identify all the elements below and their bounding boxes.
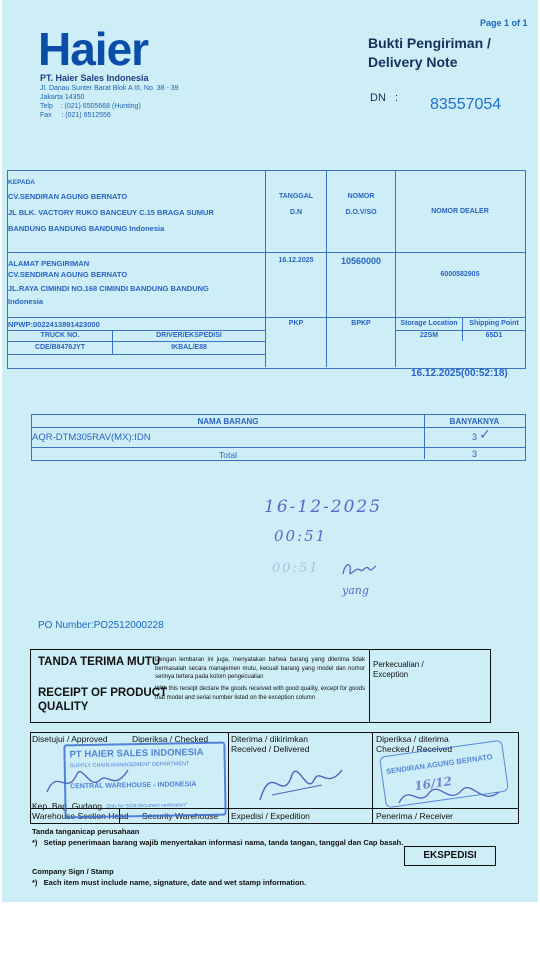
- approved-label: Disetujui / Approved: [32, 734, 108, 744]
- exception-label: Perkecualian / Exception: [373, 660, 424, 679]
- company-fax: Fax : (021) 6512556: [40, 112, 111, 119]
- footer-note-title: Tanda tanganicap perusahaan: [32, 827, 140, 836]
- approver-signature: [42, 762, 132, 807]
- ship-address: JL.RAYA CIMINDI NO.168 CIMINDI BANDUNG BANDUNG: [8, 284, 209, 293]
- received-label: Diperiksa / diterima Checked / Received: [376, 734, 453, 754]
- ship-country: Indonesia: [8, 297, 44, 306]
- kepada-label: KEPADA: [8, 179, 35, 186]
- driver-value: IKBAL/E88: [171, 344, 207, 351]
- delivery-note-paper: [2, 0, 538, 902]
- company-address2: Jakarta 14350: [40, 94, 85, 101]
- driver-label: DRIVER/EKSPEDISI: [156, 332, 222, 339]
- footer-sign-en: *) Each item must include name, signature, date and wet stamp information.: [32, 878, 307, 887]
- receipt-text-en: With this receipt declare the goods received with good quality, except for goods that model and serial number listed on the exception column: [155, 686, 366, 701]
- print-timestamp: 16.12.2025(00:52:18): [411, 368, 508, 379]
- penerima-label: Penerima / Receiver: [376, 811, 454, 821]
- document-title-en: Delivery Note: [368, 54, 458, 70]
- page-number: Page 1 of 1: [480, 18, 528, 28]
- alamat-label: ALAMAT PENGIRIMAN: [8, 259, 90, 268]
- receipt-text-id: Dengan lembaran ini juga, menyatakan bahwa barang yang diterima tidak bermasalah secara manajemen mutu, kecuali barang yang model dan nomor serinya tertera pada kolom pengecualian: [155, 657, 365, 680]
- tanggal-label: TANGGAL: [278, 193, 314, 200]
- nomor-sub: D.O.V/SO: [345, 209, 377, 216]
- document-title-id: Bukti Pengiriman /: [368, 35, 491, 51]
- ekspedisi-label: EKSPEDISI: [423, 850, 477, 861]
- dealer-label: NOMOR DEALER: [431, 208, 489, 215]
- receiver-stamp-line1: SENDIRAN AGUNG BERNATO: [385, 752, 494, 776]
- truck-value: CDE/B8476JYT: [34, 344, 86, 351]
- stamp-line2: SUPPLY CHAIN MANAGEMENT DEPARTMENT: [69, 761, 190, 770]
- dn-label: DN :: [370, 92, 399, 104]
- handwritten-name: yang: [342, 584, 369, 597]
- nomor-value: 10560000: [340, 256, 382, 266]
- items-total-value: 3: [472, 449, 478, 459]
- items-header-name: NAMA BARANG: [197, 417, 259, 426]
- company-address1: Jl. Danau Sunter Barat Blok A III, No. 38 - 39: [40, 85, 179, 92]
- delivered-label: Diterima / dikirimkan Received / Delivered: [231, 734, 310, 754]
- receiver-stamp-line2: 16/12: [413, 774, 453, 794]
- handwritten-signature: [340, 560, 376, 578]
- company-telp: Telp : (021) 6505668 (Hunting): [40, 103, 141, 110]
- handwritten-time-faint: 00:51: [272, 561, 320, 576]
- npwp: NPWP:0022413891423000: [8, 320, 100, 329]
- security-label: Security Warehouse: [142, 811, 219, 821]
- dn-number: 83557054: [430, 96, 502, 113]
- haier-logo: Haier: [38, 23, 149, 75]
- expedition-signature: [252, 755, 352, 815]
- footer-sign-title: Company Sign / Stamp: [32, 867, 114, 876]
- receipt-title-en2: QUALITY: [38, 701, 89, 713]
- storage-location-label: Storage Location: [400, 320, 458, 327]
- checked-label: Diperiksa / Checked: [132, 734, 209, 744]
- handwritten-time: 00:51: [274, 527, 328, 545]
- storage-location-value: 22SM: [419, 332, 439, 339]
- ekspedisi-box: [404, 846, 496, 866]
- recipient-address: JL BLK. VACTORY RUKO BANCEUY C.15 BRAGA SUMUR: [8, 208, 214, 217]
- po-number: PO Number:PO2512000228: [38, 620, 164, 631]
- bpkp-label: BPKP: [351, 320, 371, 327]
- items-header-qty: BANYAKNYA: [449, 417, 500, 426]
- footer-note-id: *) Setiap penerimaan barang wajib menyertakan informasi nama, tanda tangan, tanggal dan Cap basah.: [32, 838, 404, 847]
- item-name: AQR-DTM305RAV(MX):IDN: [32, 432, 151, 443]
- wh-head-label: Warehouse Section Head: [32, 811, 129, 821]
- item-qty: 3: [472, 432, 478, 442]
- shipping-point-label: Shipping Point: [469, 320, 519, 327]
- stamp-line3: CENTRAL WAREHOUSE - INDONESIA: [70, 781, 197, 791]
- tanggal-sub: D.N: [289, 209, 303, 216]
- handwritten-date: 16-12-2025: [264, 497, 383, 517]
- ship-name: CV.SENDIRAN AGUNG BERNATO: [8, 270, 128, 279]
- receiver-signature: [394, 778, 504, 818]
- pkp-label: PKP: [288, 320, 304, 327]
- dealer-value: 6000582905: [440, 271, 480, 278]
- receipt-title-en1: RECEIPT OF PRODUCT: [38, 687, 168, 699]
- recipient-name: CV.SENDIRAN AGUNG BERNATO: [8, 192, 128, 201]
- expedisi-label: Expedisi / Expedition: [231, 811, 310, 821]
- stamp-line4: Only for SCM document verification*: [106, 802, 188, 810]
- kep-bag-label: Kep. Bag. Gudang: [32, 801, 102, 811]
- truck-label: TRUCK NO.: [40, 332, 80, 339]
- nomor-label: NOMOR: [347, 193, 375, 200]
- tanggal-value: 16.12.2025: [278, 257, 314, 264]
- handwritten-qty-check: ✓: [479, 427, 491, 443]
- recipient-city: BANDUNG BANDUNG BANDUNG Indonesia: [8, 224, 165, 233]
- items-total-label: Total: [219, 450, 237, 460]
- receipt-title-id: TANDA TERIMA MUTU: [38, 656, 161, 668]
- company-name: PT. Haier Sales Indonesia: [40, 73, 149, 83]
- stamp-line1: PT HAIER SALES INDONESIA: [69, 746, 204, 761]
- shipping-point-value: 65D1: [485, 332, 503, 339]
